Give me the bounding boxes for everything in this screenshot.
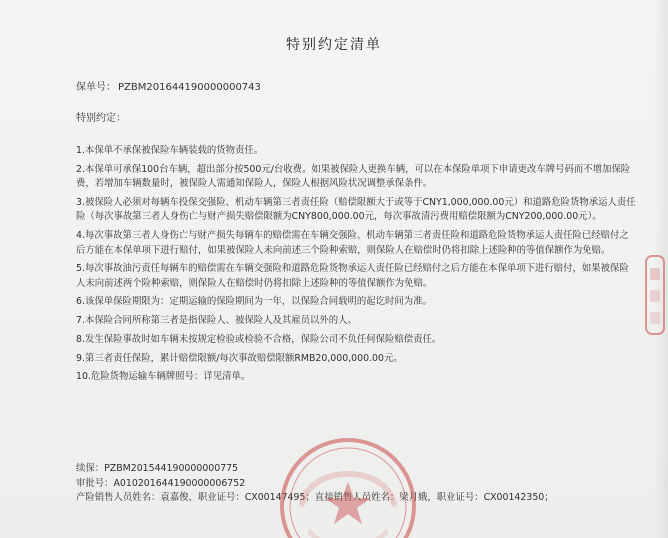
sales-row: 产险销售人员姓名：袁嘉俊，职业证号：CX00147495；直接销售人员姓名：梁月娥，职业证号：CX00142350； (76, 492, 554, 503)
policy-number-line (76, 78, 261, 93)
clause-2: 2.本保单可承保100台车辆，超出部分按500元/台收费。如果被保险人更换车辆，可以在本保险单项下申请更改车牌号码而不增加保险费，若增加车辆数量时，被保险人需通知保险人，保险人根据风险状况调整承保条件。 (76, 163, 631, 190)
approval-value: A010201644190000006752 (113, 477, 246, 489)
clause-3: 3.被保险人必须对每辆车投保交强险、机动车辆第三者责任险（赔偿限额大于或等于CNY1,000,000.00元）和道路危险货物承运人责任险（每次事故第三者人身伤亡与财产损失赔偿限额为CNY800,000.00元，每次事故清污费用赔偿限额为CNY200,000.00元）。 (76, 196, 636, 223)
clause-7: 7.本保险合同所称第三者是指保险人、被保险人及其雇员以外的人。 (76, 315, 357, 327)
special-terms-heading: 特别约定： (76, 113, 126, 124)
clause-8: 8.发生保险事故时如车辆未按规定检验或检验不合格，保险公司不负任何保险赔偿责任。 (76, 333, 442, 345)
clause-9: 9.第三者责任保险，累计赔偿限额/每次事故赔偿限额RMB20,000,000.00元。 (76, 352, 403, 364)
clause-6: 6.该保单保险期限为：定期运输的保险期间为一年，以保险合同载明的起讫时间为准。 (76, 296, 432, 308)
clause-4: 4.每次事故第三者人身伤亡与财产损失每辆车的赔偿需在车辆交强险、机动车辆第三者责任险和道路危险货物承运人责任险已经赔付之后方能在本保单项下进行赔付，如果被保险人未向前述三个险种索赔，则保险人在赔偿时仍将扣除上述险种的等值保额作为免赔。 (76, 230, 629, 256)
clause-5: 5.每次事故油污责任每辆车的赔偿需在车辆交强险和道路危险货物承运人责任险已经赔付之后方能在本保单项下进行赔付，如果被保险人未向前述两个险种索赔，则保险人在赔偿时仍将扣除上述险种的等值保额作为免赔。 (76, 263, 629, 289)
special-terms-clauses (76, 144, 636, 389)
company-seal-stamp (268, 426, 428, 538)
continuation-label: 续保： (76, 463, 105, 474)
policy-number-value: PZBM201644190000000743 (118, 82, 261, 93)
document-title: 特别约定清单 (286, 37, 382, 53)
policy-number-label: 保单号： (76, 82, 116, 93)
edge-seal-stamp (644, 250, 668, 340)
continuation-value: PZBM201544190000000775 (104, 463, 239, 474)
approval-label: 审批号： (76, 477, 114, 489)
clause-1: 1.本保单不承保被保险车辆装载的货物责任。 (76, 145, 264, 156)
clause-10: 10.危险货物运输车辆牌照号：详见清单。 (76, 371, 251, 383)
